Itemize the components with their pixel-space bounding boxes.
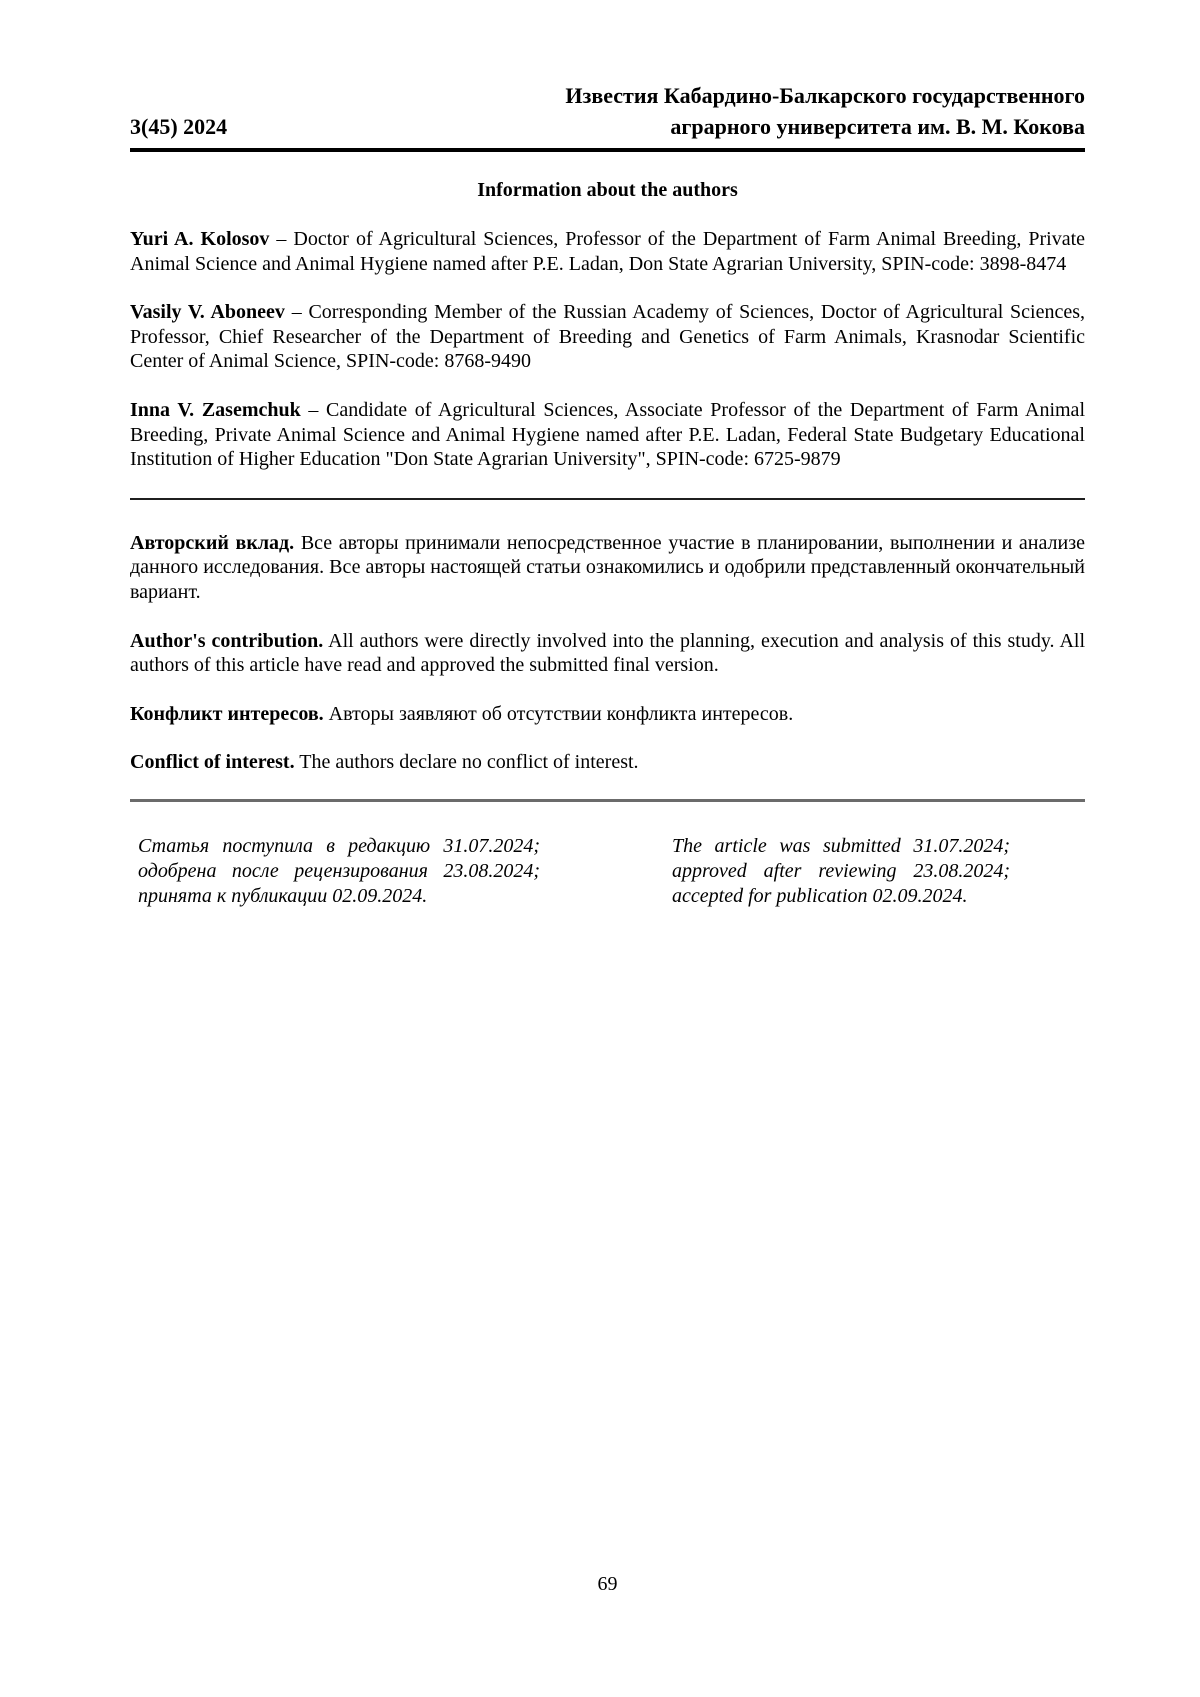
date-line: одобрена после рецензирования 23.08.2024; (138, 859, 540, 882)
section-title: Information about the authors (477, 179, 738, 201)
date-line: принята к публикации 02.09.2024. (138, 884, 428, 907)
journal-title (565, 80, 1085, 142)
author-paragraph (130, 227, 1085, 276)
journal-header (130, 0, 1085, 142)
date-line: The article was submitted 31.07.2024; (672, 834, 1010, 857)
contribution-label: Авторский вклад. (130, 531, 295, 554)
author-paragraph (130, 398, 1085, 472)
contribution-text: The authors declare no conflict of interest. (299, 751, 639, 774)
author-description: – Candidate of Agricultural Sciences, Associate Professor of the Department of Farm Animal Breeding, Private Animal Science and Animal Hygiene named after P.E. Ladan, Federal State Budgetary Educational Institution of Higher Education "Don State Agrarian University", SPIN-code: 6725-9879 (130, 398, 1085, 471)
submission-dates-ru (138, 834, 540, 909)
author-paragraph (130, 300, 1085, 374)
author-name: Yuri A. Kolosov (130, 228, 270, 250)
page-number: 69 (597, 1573, 618, 1595)
journal-title-line2: аграрного университета им. В. М. Кокова (670, 114, 1085, 139)
journal-title-line1: Известия Кабардино-Балкарского государственного (565, 83, 1085, 108)
contribution-label: Author's contribution. (130, 629, 324, 652)
header-rule (130, 148, 1085, 152)
section-divider-gray (130, 799, 1085, 802)
date-line: accepted for publication 02.09.2024. (672, 884, 968, 907)
contribution-text: All authors were directly involved into the planning, execution and analysis of this study. All authors of this article have read and approved the submitted final version. (130, 629, 1085, 677)
submission-dates-en (672, 834, 1010, 909)
author-description: – Doctor of Agricultural Sciences, Professor of the Department of Farm Animal Breeding, Private Animal Science and Animal Hygiene named after P.E. Ladan, Don State Agrarian University, SPIN-code: 3898-8474 (130, 228, 1086, 275)
contribution-paragraph (130, 629, 1085, 678)
contribution-text: Все авторы принимали непосредственное участие в планировании, выполнении и анализе данного исследования. Все авторы настоящей статьи ознакомились и одобрили представленный окончательный вариант. (130, 531, 1086, 603)
date-line: Статья поступила в редакцию 31.07.2024; (138, 834, 540, 857)
contribution-label: Conflict of interest. (130, 751, 295, 774)
contribution-paragraph (130, 531, 1085, 605)
date-line: approved after reviewing 23.08.2024; (672, 859, 1010, 882)
author-description: – Corresponding Member of the Russian Academy of Sciences, Doctor of Agricultural Sciences, Professor, Chief Researcher of the Department of Breeding and Genetics of Farm Animals, Krasnodar Scientific Center of Animal Science, SPIN-code: 8768-9490 (130, 301, 1086, 373)
submission-dates (130, 834, 1085, 909)
author-name: Inna V. Zasemchuk (130, 398, 301, 421)
author-name: Vasily V. Aboneev (130, 301, 285, 324)
contribution-paragraph (130, 702, 1085, 727)
contribution-text: Авторы заявляют об отсутствии конфликта интересов. (328, 702, 794, 725)
contribution-label: Конфликт интересов. (130, 702, 324, 725)
contribution-paragraph (130, 750, 1085, 775)
issue-number: 3(45) 2024 (130, 114, 228, 139)
section-divider-thin (130, 498, 1085, 500)
